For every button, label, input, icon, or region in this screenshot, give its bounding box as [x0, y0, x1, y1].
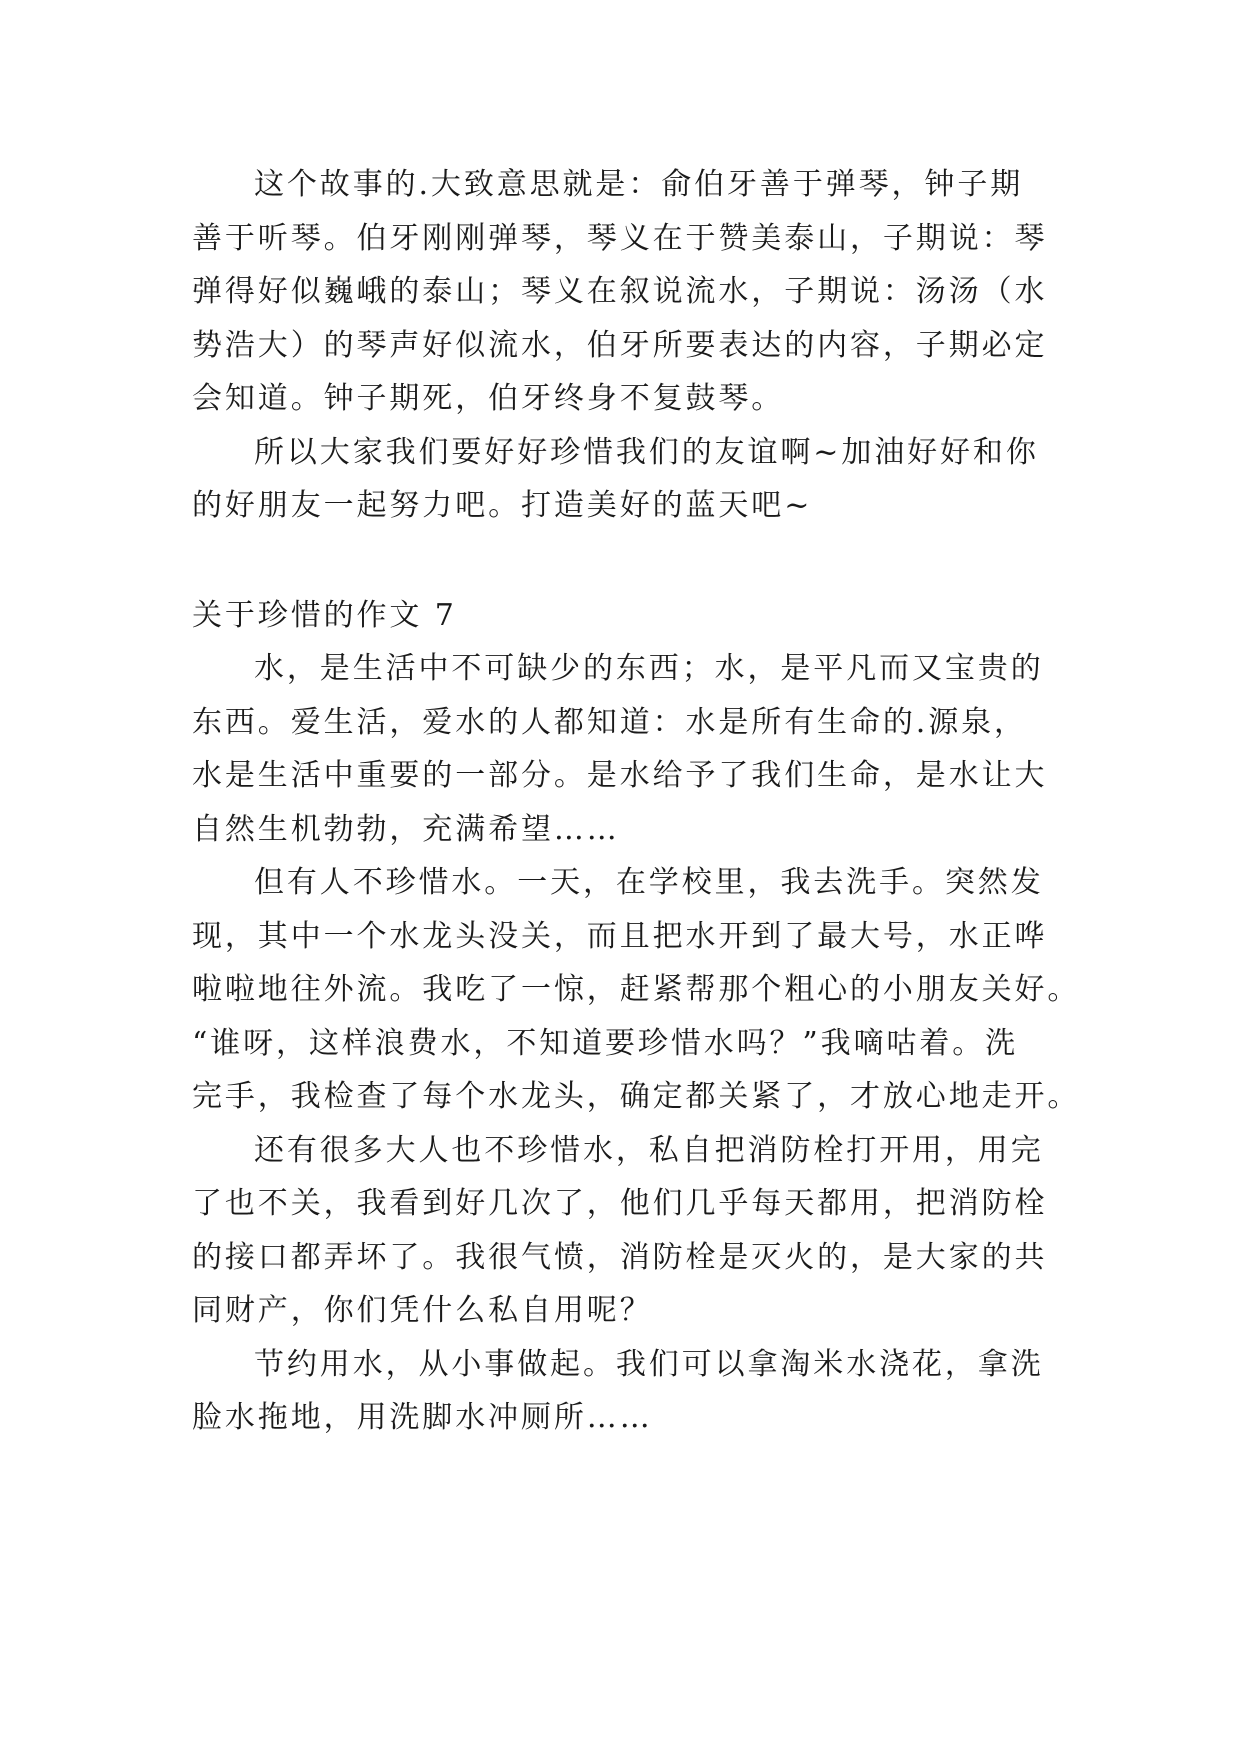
- paragraph-save-water: [192, 1338, 1050, 1445]
- text-line: 水，是生活中不可缺少的东西；水，是平凡而又宝贵的: [254, 651, 1044, 686]
- text-line: 东西。爱生活，爱水的人都知道：水是所有生命的.源泉，: [192, 704, 1027, 740]
- text-line: 完手，我检查了每个水龙头，确定都关紧了，才放心地走开。: [192, 1079, 1081, 1114]
- document-page: [192, 158, 1081, 1445]
- text-line: 善于听琴。伯牙刚刚弹琴，琴义在于赞美泰山，子期说：琴: [192, 220, 1048, 256]
- text-line: 节约用水，从小事做起。我们可以拿淘米水浇花，拿洗: [254, 1346, 1044, 1382]
- text-line: 但有人不珍惜水。一天，在学校里，我去洗手。突然发: [254, 865, 1044, 900]
- text-line: 了也不关，我看到好几次了，他们几乎每天都用，把消防栓: [192, 1186, 1048, 1221]
- paragraph-school-faucet: [192, 856, 1081, 1124]
- text-line: 水是生活中重要的一部分。是水给予了我们生命，是水让大: [192, 758, 1048, 793]
- text-line: 现，其中一个水龙头没关，而且把水开到了最大号，水正哗: [192, 918, 1048, 954]
- text-line: 的接口都弄坏了。我很气愤，消防栓是灭火的，是大家的共: [192, 1239, 1048, 1275]
- text-line: 啦啦地往外流。我吃了一惊，赶紧帮那个粗心的小朋友关好。: [192, 972, 1081, 1007]
- text-line: 还有很多大人也不珍惜水，私自把消防栓打开用，用完: [254, 1132, 1044, 1168]
- text-line: “谁呀，这样浪费水，不知道要珍惜水吗？”我嘀咕着。洗: [192, 1025, 1019, 1061]
- section-title: 关于珍惜的作文 7: [192, 597, 457, 633]
- text-line: 脸水拖地，用洗脚水冲厕所……: [192, 1400, 653, 1435]
- paragraph-water-intro: [192, 642, 1050, 856]
- text-line: 自然生机勃勃，充满希望……: [192, 811, 620, 847]
- paragraph-friendship: [192, 426, 1050, 533]
- text-line: 会知道。钟子期死，伯牙终身不复鼓琴。: [192, 381, 785, 416]
- text-line: 所以大家我们要好好珍惜我们的友谊啊~加油好好和你: [254, 434, 1039, 470]
- text-line: 势浩大）的琴声好似流水，伯牙所要表达的内容，子期必定: [192, 327, 1048, 363]
- text-line: 这个故事的.大致意思就是：俞伯牙善于弹琴，钟子期: [254, 167, 1024, 202]
- paragraph-fire-hydrant: [192, 1124, 1050, 1338]
- paragraph-story-summary: [192, 158, 1050, 426]
- text-line: 的好朋友一起努力吧。打造美好的蓝天吧~: [192, 488, 813, 523]
- text-line: 同财产，你们凭什么私自用呢？: [192, 1293, 653, 1328]
- text-line: 弹得好似巍峨的泰山；琴义在叙说流水，子期说：汤汤（水: [192, 274, 1048, 309]
